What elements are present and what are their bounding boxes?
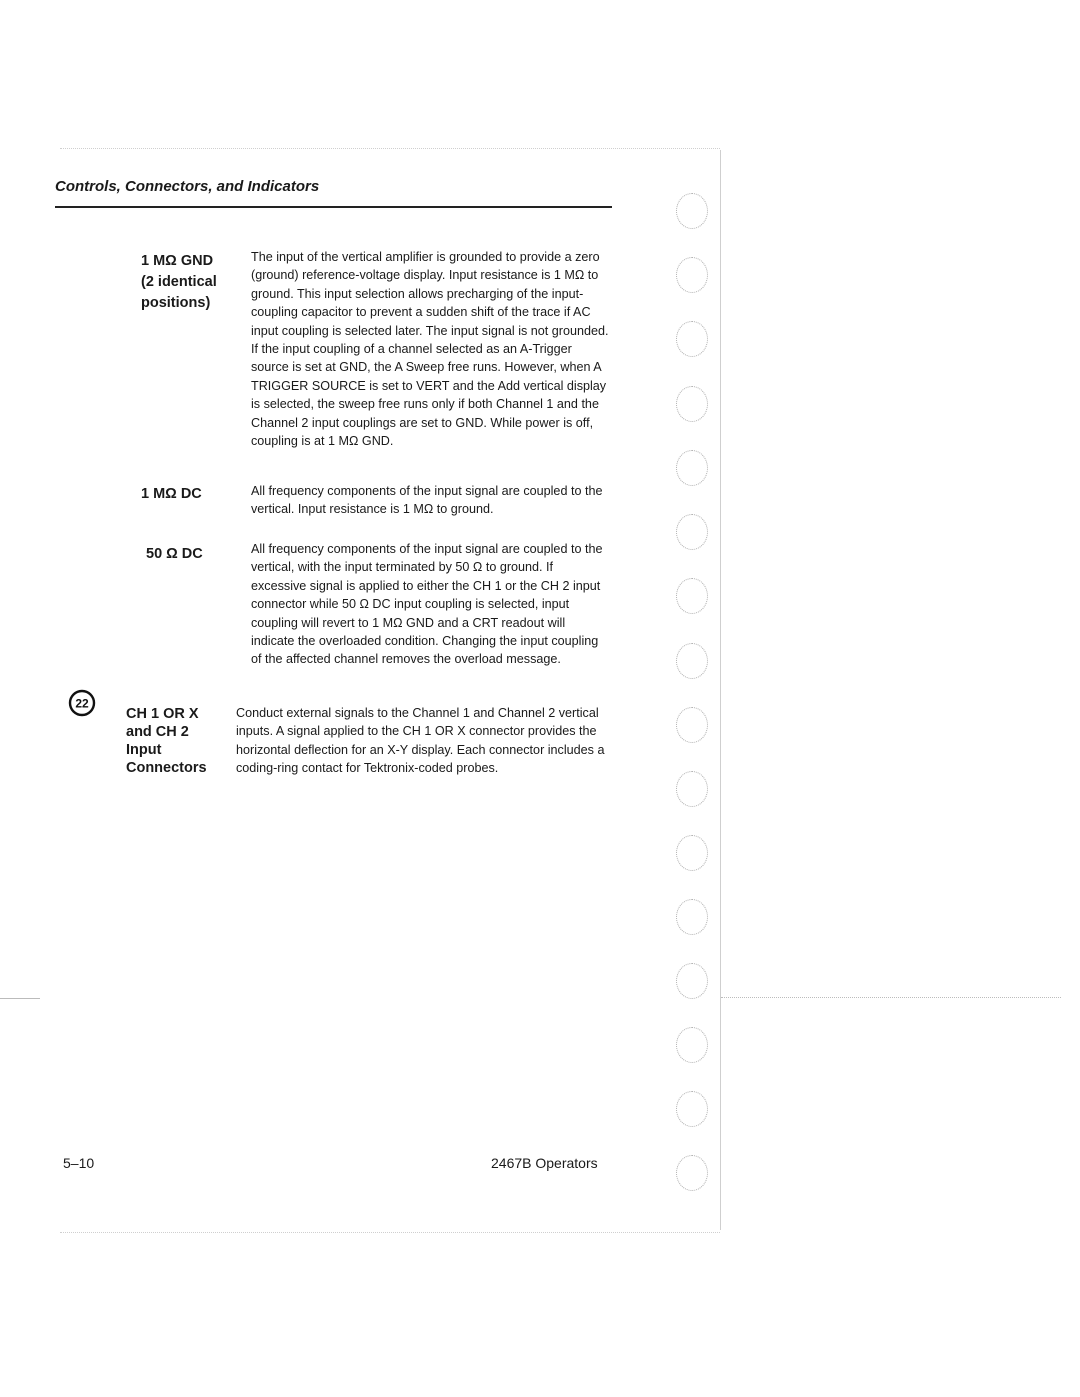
punch-hole [676,321,708,357]
manual-name: 2467B Operators [491,1155,598,1171]
term-50ohm-dc [146,545,203,563]
punch-hole [676,899,708,935]
page-number: 5–10 [63,1155,95,1171]
callout-number: 22 [75,696,89,711]
header-rule [55,206,612,208]
section-header: Controls, Connectors, and Indicators [55,178,320,195]
punch-hole [676,771,708,807]
punch-hole [676,1027,708,1063]
description-1mohm-dc: All frequency components of the input signal are coupled to the vertical. Input resistance is 1 MΩ to ground. [251,484,603,517]
punch-hole [676,450,708,486]
punch-hole [676,193,708,229]
punch-hole [676,707,708,743]
description-50ohm-dc: All frequency components of the input signal are coupled to the vertical, with the input terminated by 50 Ω to ground. If excessive signal is applied to either the CH 1 or the CH 2 input connector while 50 Ω DC input coupling is selected, input coupling will revert to 1 MΩ GND and a CRT readout will indicate the overloaded condition. Changing the input coupling of the affected channel removes the overload message. [251,542,603,667]
term-line: Input [126,742,162,758]
term-line: positions) [141,295,211,311]
page-edge-right [720,150,721,1230]
punch-hole [676,963,708,999]
term-1mohm-dc [141,485,202,503]
term-line: (2 identical [141,274,217,290]
term-line: 1 MΩ GND [141,253,214,269]
punch-hole [676,643,708,679]
punch-hole [676,514,708,550]
punch-hole [676,386,708,422]
term-line: 50 Ω DC [146,546,203,562]
page-edge-top [60,148,720,149]
punch-hole [676,1091,708,1127]
term-line: CH 1 OR X [126,706,199,722]
description-ch1-input-connectors: Conduct external signals to the Channel 1 and Channel 2 vertical inputs. A signal applied to the CH 1 OR X connector provides the horizontal deflection for an X-Y display. Each connector includes a coding-ring contact for Tektronix-coded probes. [236,706,605,776]
term-ch1-input-connectors [126,705,207,777]
term-1mohm-gnd [141,251,217,314]
term-line: and CH 2 [126,724,189,740]
term-line: Connectors [126,760,207,776]
scan-artifact-line [721,997,1061,998]
punch-hole [676,835,708,871]
page-edge-bottom [60,1232,720,1233]
punch-hole [676,257,708,293]
description-1mohm-gnd: The input of the vertical amplifier is grounded to provide a zero (ground) reference-voltage display. Input resistance is 1 MΩ to ground. This input selection allows precharging of the input-coupling capacitor to prevent a sudden shift of the trace if AC input coupling is selected later. The input signal is not grounded. If the input coupling of a channel selected as an A-Trigger source is set at GND, the A Sweep free runs. However, when A TRIGGER SOURCE is set to VERT and the Add vertical display is selected, the sweep free runs only if both Channel 1 and the Channel 2 input couplings are set to GND. While power is off, coupling is at 1 MΩ GND. [251,250,609,449]
scan-artifact-mark [0,998,40,999]
callout-number-icon [68,689,96,717]
punch-hole [676,1155,708,1191]
punch-hole [676,578,708,614]
term-line: 1 MΩ DC [141,486,202,502]
